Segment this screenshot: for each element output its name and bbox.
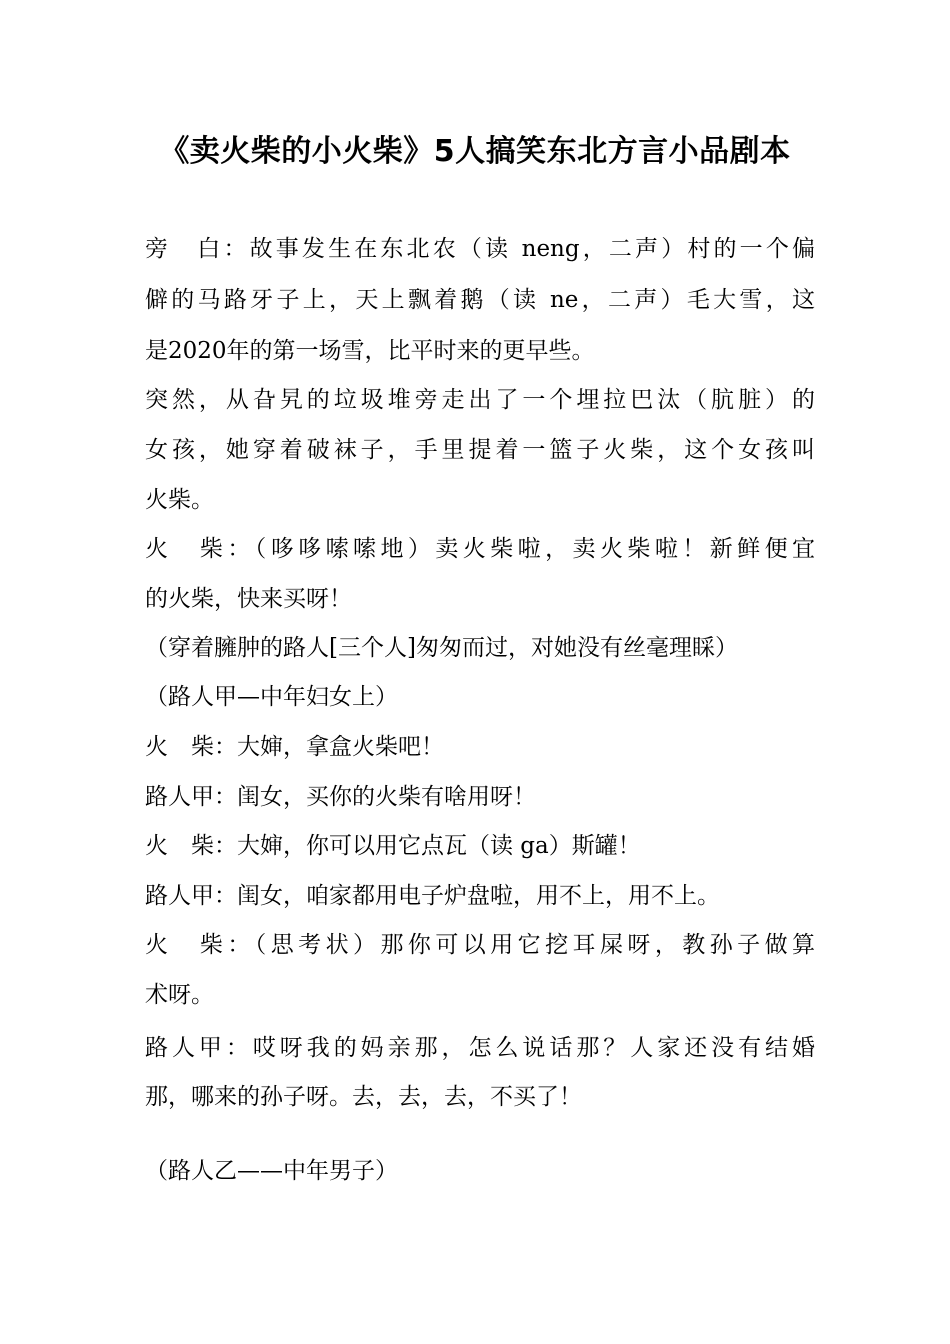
text-line: （路人乙——中年男子） — [145, 1158, 398, 1184]
text-line: 僻的马路牙子上，天上飘着鹅（读 ne，二声）毛大雪，这 — [145, 287, 815, 313]
text-line: 女孩，她穿着破袜子，手里提着一篮子火柴，这个女孩叫 — [145, 437, 815, 463]
text-line: （路人甲—中年妇女上） — [145, 684, 398, 710]
text-line: 火 柴：大婶，拿盒火柴吧！ — [145, 734, 444, 760]
text-line: 火 柴：大婶，你可以用它点瓦（读 ga）斯罐！ — [145, 833, 641, 859]
text-line: 路人甲：闺女，买你的火柴有啥用呀！ — [145, 784, 536, 810]
text-line: 火柴。 — [145, 487, 214, 513]
text-line: 火 柴：（思考状）那你可以用它挖耳屎呀，教孙子做算 — [145, 932, 815, 958]
text-line: 路人甲：哎呀我的妈亲那，怎么说话那？人家还没有结婚 — [145, 1035, 815, 1061]
text-line: 路人甲：闺女，咱家都用电子炉盘啦，用不上，用不上。 — [145, 883, 720, 909]
document-title: 《卖火柴的小火柴》5人搞笑东北方言小品剧本 — [159, 134, 791, 169]
text-line: 术呀。 — [145, 982, 214, 1008]
text-line: 是2020年的第一场雪，比平时来的更早些。 — [145, 338, 595, 364]
text-line: 那，哪来的孙子呀。去，去，去，不买了！ — [145, 1084, 582, 1110]
text-line: 突然，从旮旯的垃圾堆旁走出了一个埋拉巴汰（肮脏）的 — [145, 387, 815, 413]
text-line: 旁 白：故事发生在东北农（读 neng，二声）村的一个偏 — [145, 236, 815, 262]
text-line: 火 柴：（哆哆嗦嗦地）卖火柴啦，卖火柴啦！新鲜便宜 — [145, 536, 815, 562]
text-line: （穿着臃肿的路人[三个人]匆匆而过，对她没有丝毫理睬） — [145, 635, 738, 661]
text-line: 的火柴，快来买呀！ — [145, 586, 352, 612]
